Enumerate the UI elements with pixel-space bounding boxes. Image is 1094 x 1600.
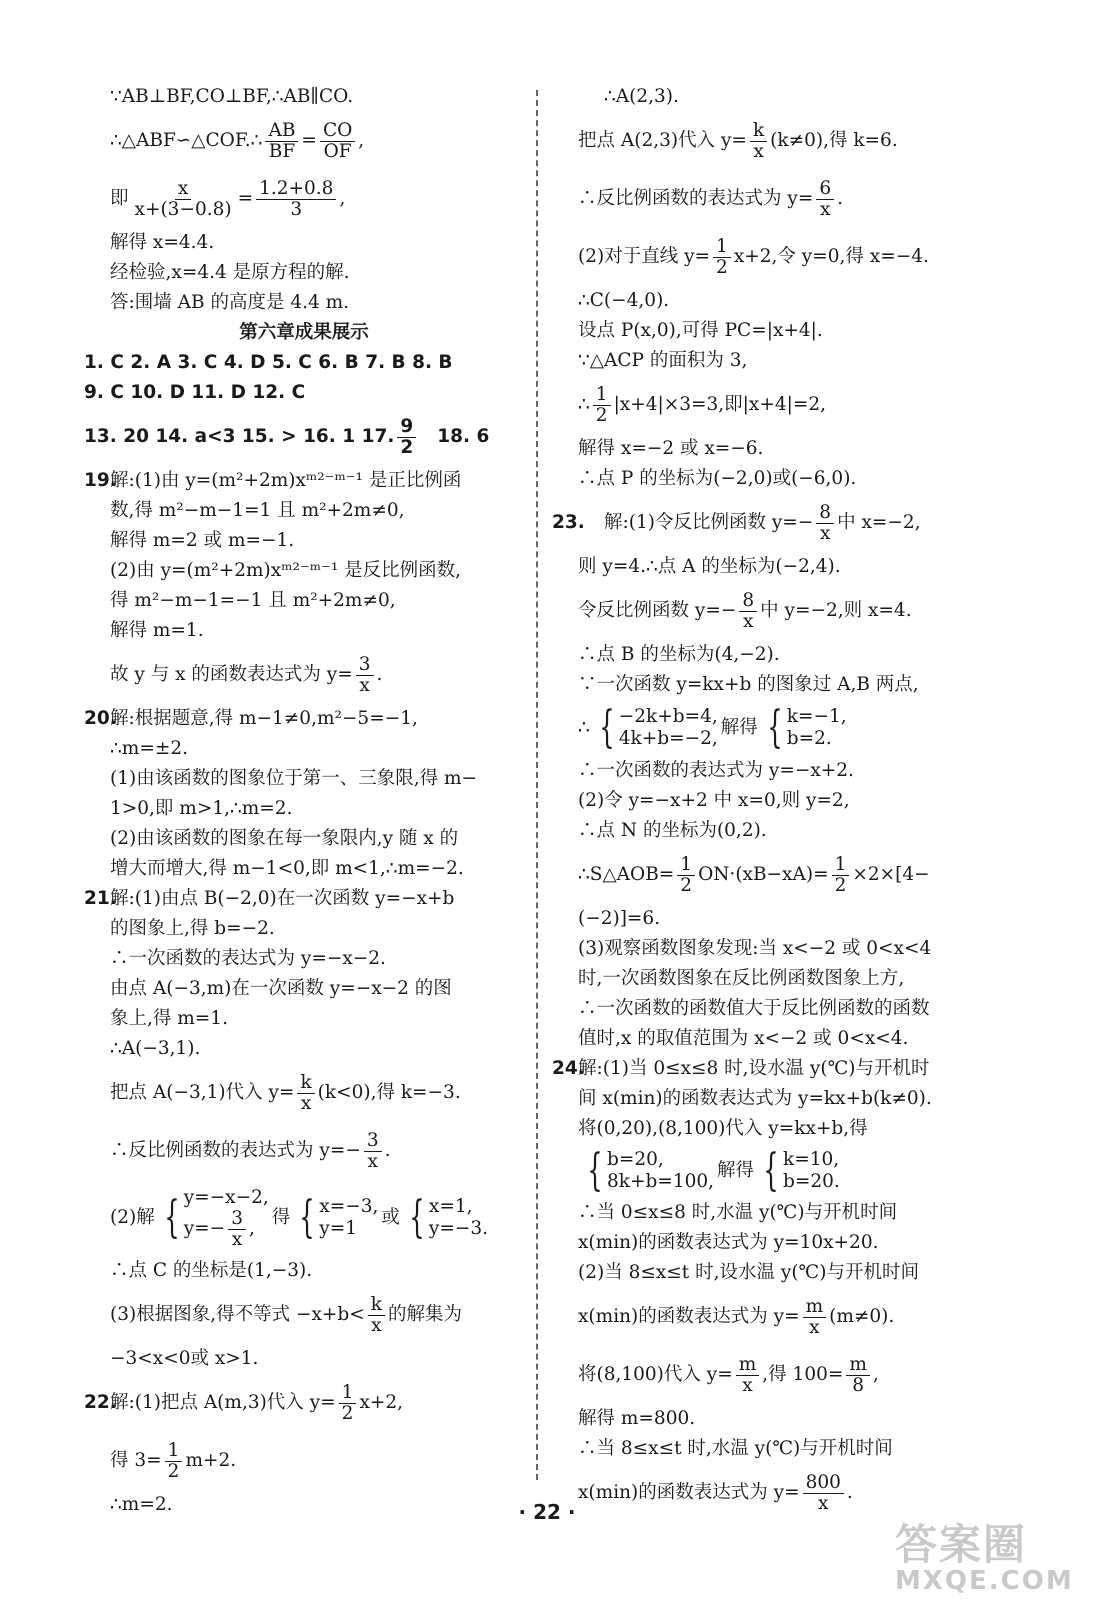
- fraction: [739, 591, 757, 631]
- text: x+2,: [359, 1392, 404, 1414]
- text-line: [578, 1228, 1028, 1258]
- question-21: [84, 884, 524, 914]
- fraction: [593, 385, 611, 425]
- text-line: [84, 1432, 524, 1490]
- denominator: 2: [680, 874, 693, 896]
- denominator: 2: [167, 1460, 180, 1482]
- text-line: [84, 734, 524, 764]
- question-19: [84, 466, 524, 496]
- text: 即: [110, 188, 129, 210]
- text: (k<0),得 k=−3.: [317, 1082, 461, 1104]
- text: ∴一次函数的表达式为 y=−x−2.: [110, 948, 386, 970]
- answers: 9. C 10. D 11. D 12. C: [84, 382, 306, 404]
- text-line: [578, 582, 1028, 640]
- answer-row: [84, 378, 524, 408]
- text: 则 y=4.∴点 A 的坐标为(−2,4).: [578, 556, 841, 578]
- text-line: [578, 670, 1028, 700]
- text: 得 3=: [110, 1450, 162, 1472]
- text: 解得 m=2 或 m=−1.: [110, 530, 295, 552]
- denominator: x: [809, 1316, 820, 1338]
- text-line: [84, 112, 524, 170]
- text: ∴反比例函数的表达式为 y=: [578, 188, 814, 210]
- fraction: [397, 417, 416, 457]
- text: 时,一次函数图象在反比例函数图象上方,: [578, 968, 905, 990]
- text: −3<x<0或 x>1.: [110, 1348, 259, 1370]
- text-line: [578, 1288, 1028, 1346]
- fraction: [713, 237, 731, 277]
- fraction: [750, 121, 767, 161]
- numerator: CO: [320, 121, 355, 141]
- text-line: [578, 816, 1028, 846]
- text: .: [384, 1140, 391, 1162]
- text-line: [84, 586, 524, 616]
- question-number: 20.: [84, 708, 117, 730]
- text: 解得: [717, 1160, 755, 1182]
- text: ON·(xB−xA)=: [698, 864, 829, 886]
- text-line: [84, 1180, 524, 1256]
- text: ∴: [578, 394, 590, 416]
- equation: 8k+b=100,: [607, 1171, 715, 1192]
- text: x(min)的函数表达式为 y=: [578, 1482, 800, 1504]
- text: 解得 x=4.4.: [110, 232, 215, 254]
- text: x(min)的函数表达式为 y=: [578, 1306, 800, 1328]
- text: ∴点 P 的坐标为(−2,0)或(−6,0).: [578, 468, 857, 490]
- text-line: [578, 934, 1028, 964]
- text: (2)令 y=−x+2 中 x=0,则 y=2,: [578, 790, 850, 812]
- numerator: 1.2+0.8: [256, 179, 336, 199]
- text: 答:围墙 AB 的高度是 4.4 m.: [110, 292, 350, 314]
- text: 解得: [720, 717, 758, 739]
- text: (−2)]=6.: [578, 908, 661, 930]
- text-line: [578, 1258, 1028, 1288]
- text-line: [84, 170, 524, 228]
- text: 将(8,100)代入 y=: [578, 1364, 733, 1386]
- text: 得 m²−m−1=−1 且 m²+2m≠0,: [110, 590, 396, 612]
- text-line: [84, 646, 524, 704]
- text: ∴当 8≤x≤t 时,水温 y(℃)与开机时间: [578, 1438, 893, 1460]
- text-line: [84, 944, 524, 974]
- text-line: [84, 824, 524, 854]
- text: ∴反比例函数的表达式为 y=−: [110, 1140, 361, 1162]
- denominator: x: [743, 610, 754, 632]
- numerator: 1: [677, 855, 695, 875]
- text: 解得 x=−2 或 x=−6.: [578, 438, 764, 460]
- equation: x=1,: [428, 1195, 473, 1217]
- text: ∴A(2,3).: [604, 86, 679, 108]
- watermark-url: MXQE.COM: [895, 1566, 1074, 1596]
- text-line: [84, 288, 524, 318]
- text-line: [578, 464, 1028, 494]
- text: 解:(1)把点 A(m,3)代入 y=: [110, 1392, 336, 1414]
- text: ∴一次函数的函数值大于反比例函数的函数: [578, 998, 930, 1020]
- text: 设点 P(x,0),可得 PC=|x+4|.: [578, 320, 823, 342]
- text: ∴: [578, 717, 590, 739]
- text: (k≠0),得 k=6.: [770, 130, 898, 152]
- text: ,: [872, 1364, 879, 1386]
- text-line: [84, 1034, 524, 1064]
- text-line: [84, 974, 524, 1004]
- equation: [184, 1209, 269, 1249]
- numerator: 1: [593, 385, 611, 405]
- text: =: [301, 130, 317, 152]
- fraction: [677, 855, 695, 895]
- text: 得: [271, 1207, 291, 1229]
- numerator: k: [368, 1295, 385, 1315]
- fraction: [228, 1209, 246, 1249]
- text-line: [84, 496, 524, 526]
- text: ∴当 0≤x≤8 时,水温 y(℃)与开机时间: [578, 1202, 898, 1224]
- denominator: x+(3−0.8): [134, 198, 232, 220]
- equation: x=−3,: [319, 1195, 379, 1217]
- fraction: [256, 179, 336, 219]
- numerator: 3: [364, 1131, 382, 1151]
- text-line: [578, 346, 1028, 376]
- text: ∴点 B 的坐标为(4,−2).: [578, 644, 780, 666]
- text: ∴S△AOB=: [578, 864, 675, 886]
- question-24: [552, 1054, 1028, 1084]
- equation: 4k+b=−2,: [618, 728, 718, 749]
- text-line: [84, 1256, 524, 1286]
- brace: {: [409, 1192, 425, 1243]
- text: ∴点 C 的坐标是(1,−3).: [110, 1260, 313, 1282]
- text-line: [578, 1404, 1028, 1434]
- text: 增大而增大,得 m−1<0,即 m<1,∴m=−2.: [110, 858, 464, 880]
- text-line: [84, 914, 524, 944]
- text-line: [578, 1024, 1028, 1054]
- text: 值时,x 的取值范围为 x<−2 或 0<x<4.: [578, 1028, 909, 1050]
- denominator: x: [820, 198, 831, 220]
- page-number: · 22 ·: [518, 1500, 576, 1524]
- numerator: 1: [339, 1383, 357, 1403]
- text-line: [84, 1286, 524, 1344]
- text: 象上,得 m=1.: [110, 1008, 228, 1030]
- denominator: x: [231, 1228, 243, 1250]
- text: (2)对于直线 y=: [578, 246, 711, 268]
- text: 把点 A(2,3)代入 y=: [578, 130, 747, 152]
- text: x(min)的函数表达式为 y=10x+20.: [578, 1232, 879, 1254]
- question-number: 23.: [552, 512, 585, 534]
- fraction: [320, 121, 355, 161]
- text: 解得 m=1.: [110, 620, 204, 642]
- text-line: [578, 640, 1028, 670]
- equation: b=20.: [783, 1171, 840, 1192]
- text: (2)由 y=(m²+2m)xᵐ²⁻ᵐ⁻¹ 是反比例函数,: [110, 560, 461, 582]
- text-line: [84, 556, 524, 586]
- text-line: [84, 764, 524, 794]
- denominator: x: [818, 1492, 829, 1514]
- fraction: [846, 1355, 870, 1395]
- question-22: [84, 1374, 524, 1432]
- numerator: AB: [265, 121, 298, 141]
- text-line: [578, 82, 1028, 112]
- fraction: [368, 1295, 385, 1335]
- text-line: [578, 434, 1028, 464]
- denominator: 2: [341, 1402, 354, 1424]
- denominator: x: [300, 1092, 312, 1114]
- text-line: [578, 170, 1028, 228]
- text: ∴△ABF∽△COF.∴: [110, 130, 263, 152]
- left-column: [84, 82, 524, 1520]
- text: m+2.: [185, 1450, 237, 1472]
- numerator: 3: [228, 1209, 246, 1229]
- equation-system: [293, 1192, 379, 1243]
- denominator: BF: [268, 140, 296, 162]
- text: ,: [248, 1218, 255, 1240]
- text-line: [578, 1144, 1028, 1198]
- denominator: x: [371, 1314, 382, 1336]
- numerator: 9: [397, 417, 416, 437]
- text: ,: [358, 130, 365, 152]
- text: |x+4|×3=3,即|x+4|=2,: [613, 394, 826, 416]
- text: (2)解: [110, 1207, 155, 1229]
- equation-system: [403, 1192, 488, 1243]
- text: 中 x=−2,: [837, 512, 921, 534]
- text: ∴m=2.: [110, 1494, 173, 1516]
- text: 解得 m=800.: [578, 1408, 696, 1430]
- text: ×2×[4−: [852, 864, 930, 886]
- text-line: [578, 1114, 1028, 1144]
- text: ∴点 N 的坐标为(0,2).: [578, 820, 767, 842]
- numerator: m: [803, 1297, 827, 1317]
- numerator: m: [846, 1355, 870, 1375]
- text: ∴C(−4,0).: [578, 290, 670, 312]
- text: 数,得 m²−m−1=1 且 m²+2m≠0,: [110, 500, 405, 522]
- denominator: 8: [852, 1374, 865, 1396]
- numerator: 800: [803, 1473, 844, 1493]
- text-line: [84, 258, 524, 288]
- answers: 1. C 2. A 3. C 4. D 5. C 6. B 7. B 8. B: [84, 352, 453, 374]
- text: ∴A(−3,1).: [110, 1038, 201, 1060]
- text-line: [84, 854, 524, 884]
- equation-system: [158, 1187, 269, 1249]
- denominator: 2: [716, 256, 728, 278]
- text: 令反比例函数 y=−: [578, 600, 737, 622]
- numerator: k: [297, 1073, 314, 1093]
- fraction: [816, 503, 834, 543]
- equation: b=20,: [607, 1148, 664, 1170]
- brace: {: [587, 1145, 603, 1196]
- fraction: [165, 1441, 183, 1481]
- answers: 18. 6: [437, 426, 490, 448]
- denominator: x: [819, 522, 831, 544]
- right-column: [552, 82, 1028, 1522]
- equation: y=1: [319, 1218, 358, 1239]
- fraction: [364, 1131, 382, 1171]
- answers: 13. 20 14. a<3 15. > 16. 1 17.: [84, 426, 395, 448]
- text: 解:(1)由点 B(−2,0)在一次函数 y=−x+b: [110, 888, 455, 910]
- text-line: [578, 964, 1028, 994]
- text-line: [578, 1084, 1028, 1114]
- fraction: [816, 179, 834, 219]
- text: 的解集为: [387, 1304, 462, 1326]
- text: 把点 A(−3,1)代入 y=: [110, 1082, 295, 1104]
- denominator: 2: [834, 874, 847, 896]
- text: 的图象上,得 b=−2.: [110, 918, 275, 940]
- brace: {: [299, 1192, 315, 1243]
- text-line: [578, 904, 1028, 934]
- text: (m≠0).: [829, 1306, 895, 1328]
- equation: y=−3.: [428, 1218, 488, 1239]
- question-number: 24.: [552, 1058, 585, 1080]
- text: ∴一次函数的表达式为 y=−x+2.: [578, 760, 854, 782]
- equation-system: [757, 1145, 840, 1196]
- text-line: [578, 228, 1028, 286]
- text-line: [578, 1198, 1028, 1228]
- fraction: [356, 655, 374, 695]
- numerator: m: [736, 1355, 760, 1375]
- text: 故 y 与 x 的函数表达式为 y=: [110, 664, 353, 686]
- numerator: 8: [739, 591, 757, 611]
- text: ∴m=±2.: [110, 738, 188, 760]
- text-line: [84, 1122, 524, 1180]
- numerator: k: [750, 121, 767, 141]
- answer-row: [84, 408, 524, 466]
- text-line: [578, 316, 1028, 346]
- fraction: [297, 1073, 314, 1113]
- text: ∵△ACP 的面积为 3,: [578, 350, 748, 372]
- text-line: [578, 846, 1028, 904]
- text: (1)由该函数的图象位于第一、三象限,得 m−: [110, 768, 478, 790]
- equation: y=−x−2,: [183, 1186, 269, 1208]
- numerator: 1: [832, 855, 850, 875]
- brace: {: [164, 1192, 180, 1243]
- text: =: [237, 188, 254, 210]
- text: ∵AB⊥BF,CO⊥BF,∴AB∥CO.: [110, 86, 354, 108]
- answer-row: [84, 348, 524, 378]
- brace: {: [767, 702, 783, 753]
- text: .: [376, 664, 383, 686]
- heading-text: 第六章成果展示: [239, 322, 369, 344]
- text-line: [578, 376, 1028, 434]
- question-20: [84, 704, 524, 734]
- watermark-logo: [895, 1512, 1080, 1596]
- equation-system: [581, 1145, 715, 1196]
- fraction: [339, 1383, 357, 1423]
- text-line: [578, 112, 1028, 170]
- watermark-text: 答案圈: [895, 1520, 1028, 1569]
- text: y=−: [183, 1218, 226, 1240]
- text-line: [84, 228, 524, 258]
- text-line: [84, 1064, 524, 1122]
- numerator: 1: [165, 1441, 183, 1461]
- text-line: [84, 794, 524, 824]
- section-heading: [84, 318, 524, 348]
- text: 解:(1)当 0≤x≤8 时,设水温 y(℃)与开机时: [578, 1058, 930, 1080]
- text-line: [578, 700, 1028, 756]
- fraction: [265, 121, 298, 161]
- text: ,: [339, 188, 346, 210]
- denominator: 3: [290, 198, 303, 220]
- text-line: [84, 1004, 524, 1034]
- question-23: [552, 494, 1028, 552]
- question-number: 19.: [84, 470, 117, 492]
- text: 解:(1)令反比例函数 y=−: [604, 512, 814, 534]
- text: 解:(1)由 y=(m²+2m)xᵐ²⁻ᵐ⁻¹ 是正比例函: [110, 470, 462, 492]
- brace: {: [599, 702, 615, 753]
- fraction: [132, 179, 235, 219]
- equation-system: [761, 702, 847, 753]
- numerator: 6: [816, 179, 834, 199]
- text-line: [84, 1344, 524, 1374]
- text: 经检验,x=4.4 是原方程的解.: [110, 262, 350, 284]
- text-line: [578, 786, 1028, 816]
- text: 或: [381, 1207, 400, 1229]
- text: .: [837, 188, 844, 210]
- denominator: 2: [595, 404, 608, 426]
- denominator: x: [742, 1374, 753, 1396]
- fraction: [832, 855, 850, 895]
- question-number: 22.: [84, 1392, 117, 1414]
- text: .: [846, 1482, 853, 1504]
- text: 解:根据题意,得 m−1≠0,m²−5=−1,: [110, 708, 418, 730]
- text: 间 x(min)的函数表达式为 y=kx+b(k≠0).: [578, 1088, 932, 1110]
- numerator: x: [175, 179, 191, 199]
- text: 将(0,20),(8,100)代入 y=kx+b,得: [578, 1118, 868, 1140]
- text-line: [84, 526, 524, 556]
- denominator: x: [753, 140, 764, 162]
- text: (2)当 8≤x≤t 时,设水温 y(℃)与开机时间: [578, 1262, 919, 1284]
- fraction: [736, 1355, 760, 1395]
- text-line: [578, 286, 1028, 316]
- text-line: [84, 616, 524, 646]
- text: (3)观察函数图象发现:当 x<−2 或 0<x<4: [578, 938, 932, 960]
- denominator: OF: [323, 140, 352, 162]
- equation-system: [593, 702, 718, 753]
- denominator: x: [359, 674, 370, 696]
- numerator: 1: [713, 237, 731, 257]
- text: (3)根据图象,得不等式 −x+b<: [110, 1304, 365, 1326]
- text: 1>0,即 m>1,∴m=2.: [110, 798, 293, 820]
- text-line: [578, 994, 1028, 1024]
- text: ,得 100=: [762, 1364, 844, 1386]
- question-number: 21.: [84, 888, 117, 910]
- fraction: [803, 1297, 827, 1337]
- text-line: [84, 82, 524, 112]
- text: 由点 A(−3,m)在一次函数 y=−x−2 的图: [110, 978, 452, 1000]
- text-line: [578, 1346, 1028, 1404]
- denominator: x: [367, 1150, 378, 1172]
- text: x+2,令 y=0,得 x=−4.: [733, 246, 929, 268]
- equation: k=−1,: [786, 705, 847, 727]
- denominator: 2: [400, 436, 414, 458]
- text-line: [578, 552, 1028, 582]
- text: (2)由该函数的图象在每一象限内,y 随 x 的: [110, 828, 459, 850]
- numerator: 8: [816, 503, 834, 523]
- equation: −2k+b=4,: [618, 705, 718, 727]
- text: ∵一次函数 y=kx+b 的图象过 A,B 两点,: [578, 674, 919, 696]
- equation: b=2.: [786, 728, 832, 749]
- text: 中 y=−2,则 x=4.: [760, 600, 912, 622]
- text-line: [578, 756, 1028, 786]
- equation: k=10,: [783, 1148, 840, 1170]
- brace: {: [763, 1145, 779, 1196]
- column-divider: [536, 90, 538, 1480]
- numerator: 3: [356, 655, 374, 675]
- text-line: [578, 1434, 1028, 1464]
